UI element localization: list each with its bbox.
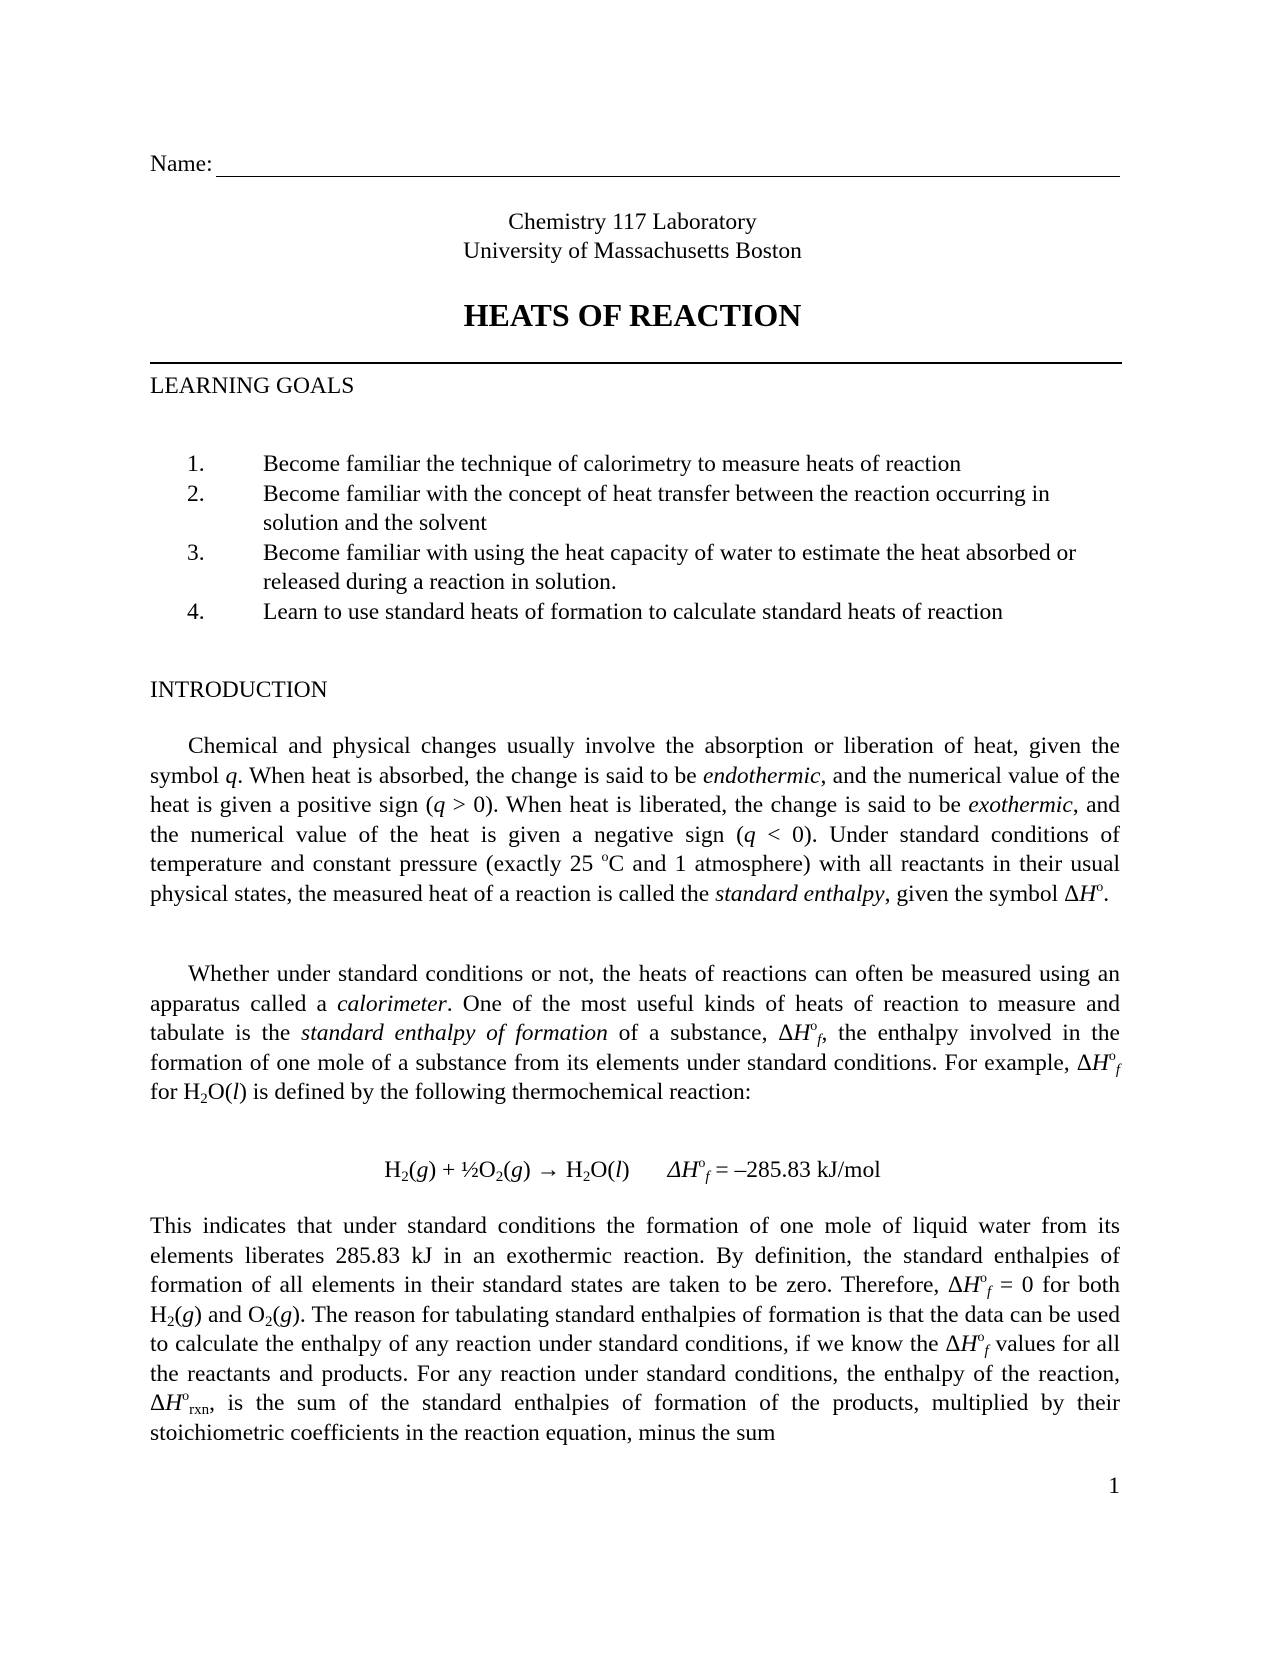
introduction-heading: INTRODUCTION bbox=[150, 677, 328, 703]
intro-paragraph-1: Chemical and physical changes usually involve the absorption or liberation of heat, given the symbol q. When heat is absorbed, the change is said to be endothermic, and the numerical value of the heat is given a positive sign (q > 0). When heat is liberated, the change is said to be exothermic, and the numerical value of the heat is given a negative sign (q < 0). Under standard conditions of temperature and constant pressure (exactly 25 $^o$C and 1 atmosphere) with all reactants in their usual physical states, the measured heat of a reaction is called the standard enthalpy, given the symbol $\Delta H^o$. bbox=[150, 733, 1121, 907]
name-blank-line bbox=[216, 176, 1120, 177]
thermochemical-equation: $H_2(g)$ + $\frac{1}{2}O_2(g) \to H_2O(l) \Delta H^o_f = -285.83$ kJ/mol bbox=[384, 1156, 881, 1185]
learning-goals-heading: LEARNING GOALS bbox=[150, 373, 355, 399]
university-name: University of Massachusetts Boston bbox=[463, 238, 802, 264]
list-item: 4. Learn to use standard heats of formation to calculate standard heats of reaction bbox=[187, 598, 1003, 625]
intro-paragraph-3: This indicates that under standard conditions the formation of one mole of liquid water from its elements liberates 285.83 kJ in an exothermic reaction. By definition, the standard enthalpies of formation of all elements in their standard states are taken to be zero. Therefore, $\Delta H^o_f = 0$ for both $H_2(g)$ and $O_2(g)$. The reason for tabulating standard enthalpies of formation is that the data can be used to calculate the enthalpy of any reaction under standard conditions, if we know the $\Delta H^o_f$ values for all the reactants and products. For any reaction under standard conditions, the enthalpy of the reaction, $\Delta H^o_{rxn}$, is the sum of the standard enthalpies of formation of the products, multiplied by their stoichiometric coefficients in the reaction equation, minus the sum bbox=[150, 1213, 1121, 1446]
list-item: 1. Become familiar the technique of calorimetry to measure heats of reaction bbox=[187, 451, 962, 477]
course-title: Chemistry 117 Laboratory bbox=[508, 209, 757, 235]
list-item: 3. Become familiar with using the heat capacity of water to estimate the heat absorbed or released during a reaction in solution. bbox=[187, 539, 1077, 595]
intro-paragraph-2: Whether under standard conditions or not, the heats of reactions can often be measured using an apparatus called a calorimeter. One of the most useful kinds of heats of reaction to measure and tabulate is the standard enthalpy of formation of a substance, $\Delta H^o_f$, the enthalpy involved in the formation of one mole of a substance from its elements under standard conditions. For example, $\Delta H^o_f$ for $H_2O(l)$ is defined by the following thermochemical reaction: bbox=[150, 961, 1121, 1107]
title-divider bbox=[150, 362, 1122, 364]
name-label: Name: bbox=[150, 151, 213, 177]
list-item: 2. Become familiar with the concept of heat transfer between the reaction occurring in solution and the solvent bbox=[187, 480, 1050, 536]
name-field[interactable] bbox=[150, 150, 1120, 180]
learning-goals-list bbox=[150, 450, 1120, 627]
page-number: 1 bbox=[1108, 1473, 1120, 1499]
document-title: HEATS OF REACTION bbox=[463, 297, 802, 333]
